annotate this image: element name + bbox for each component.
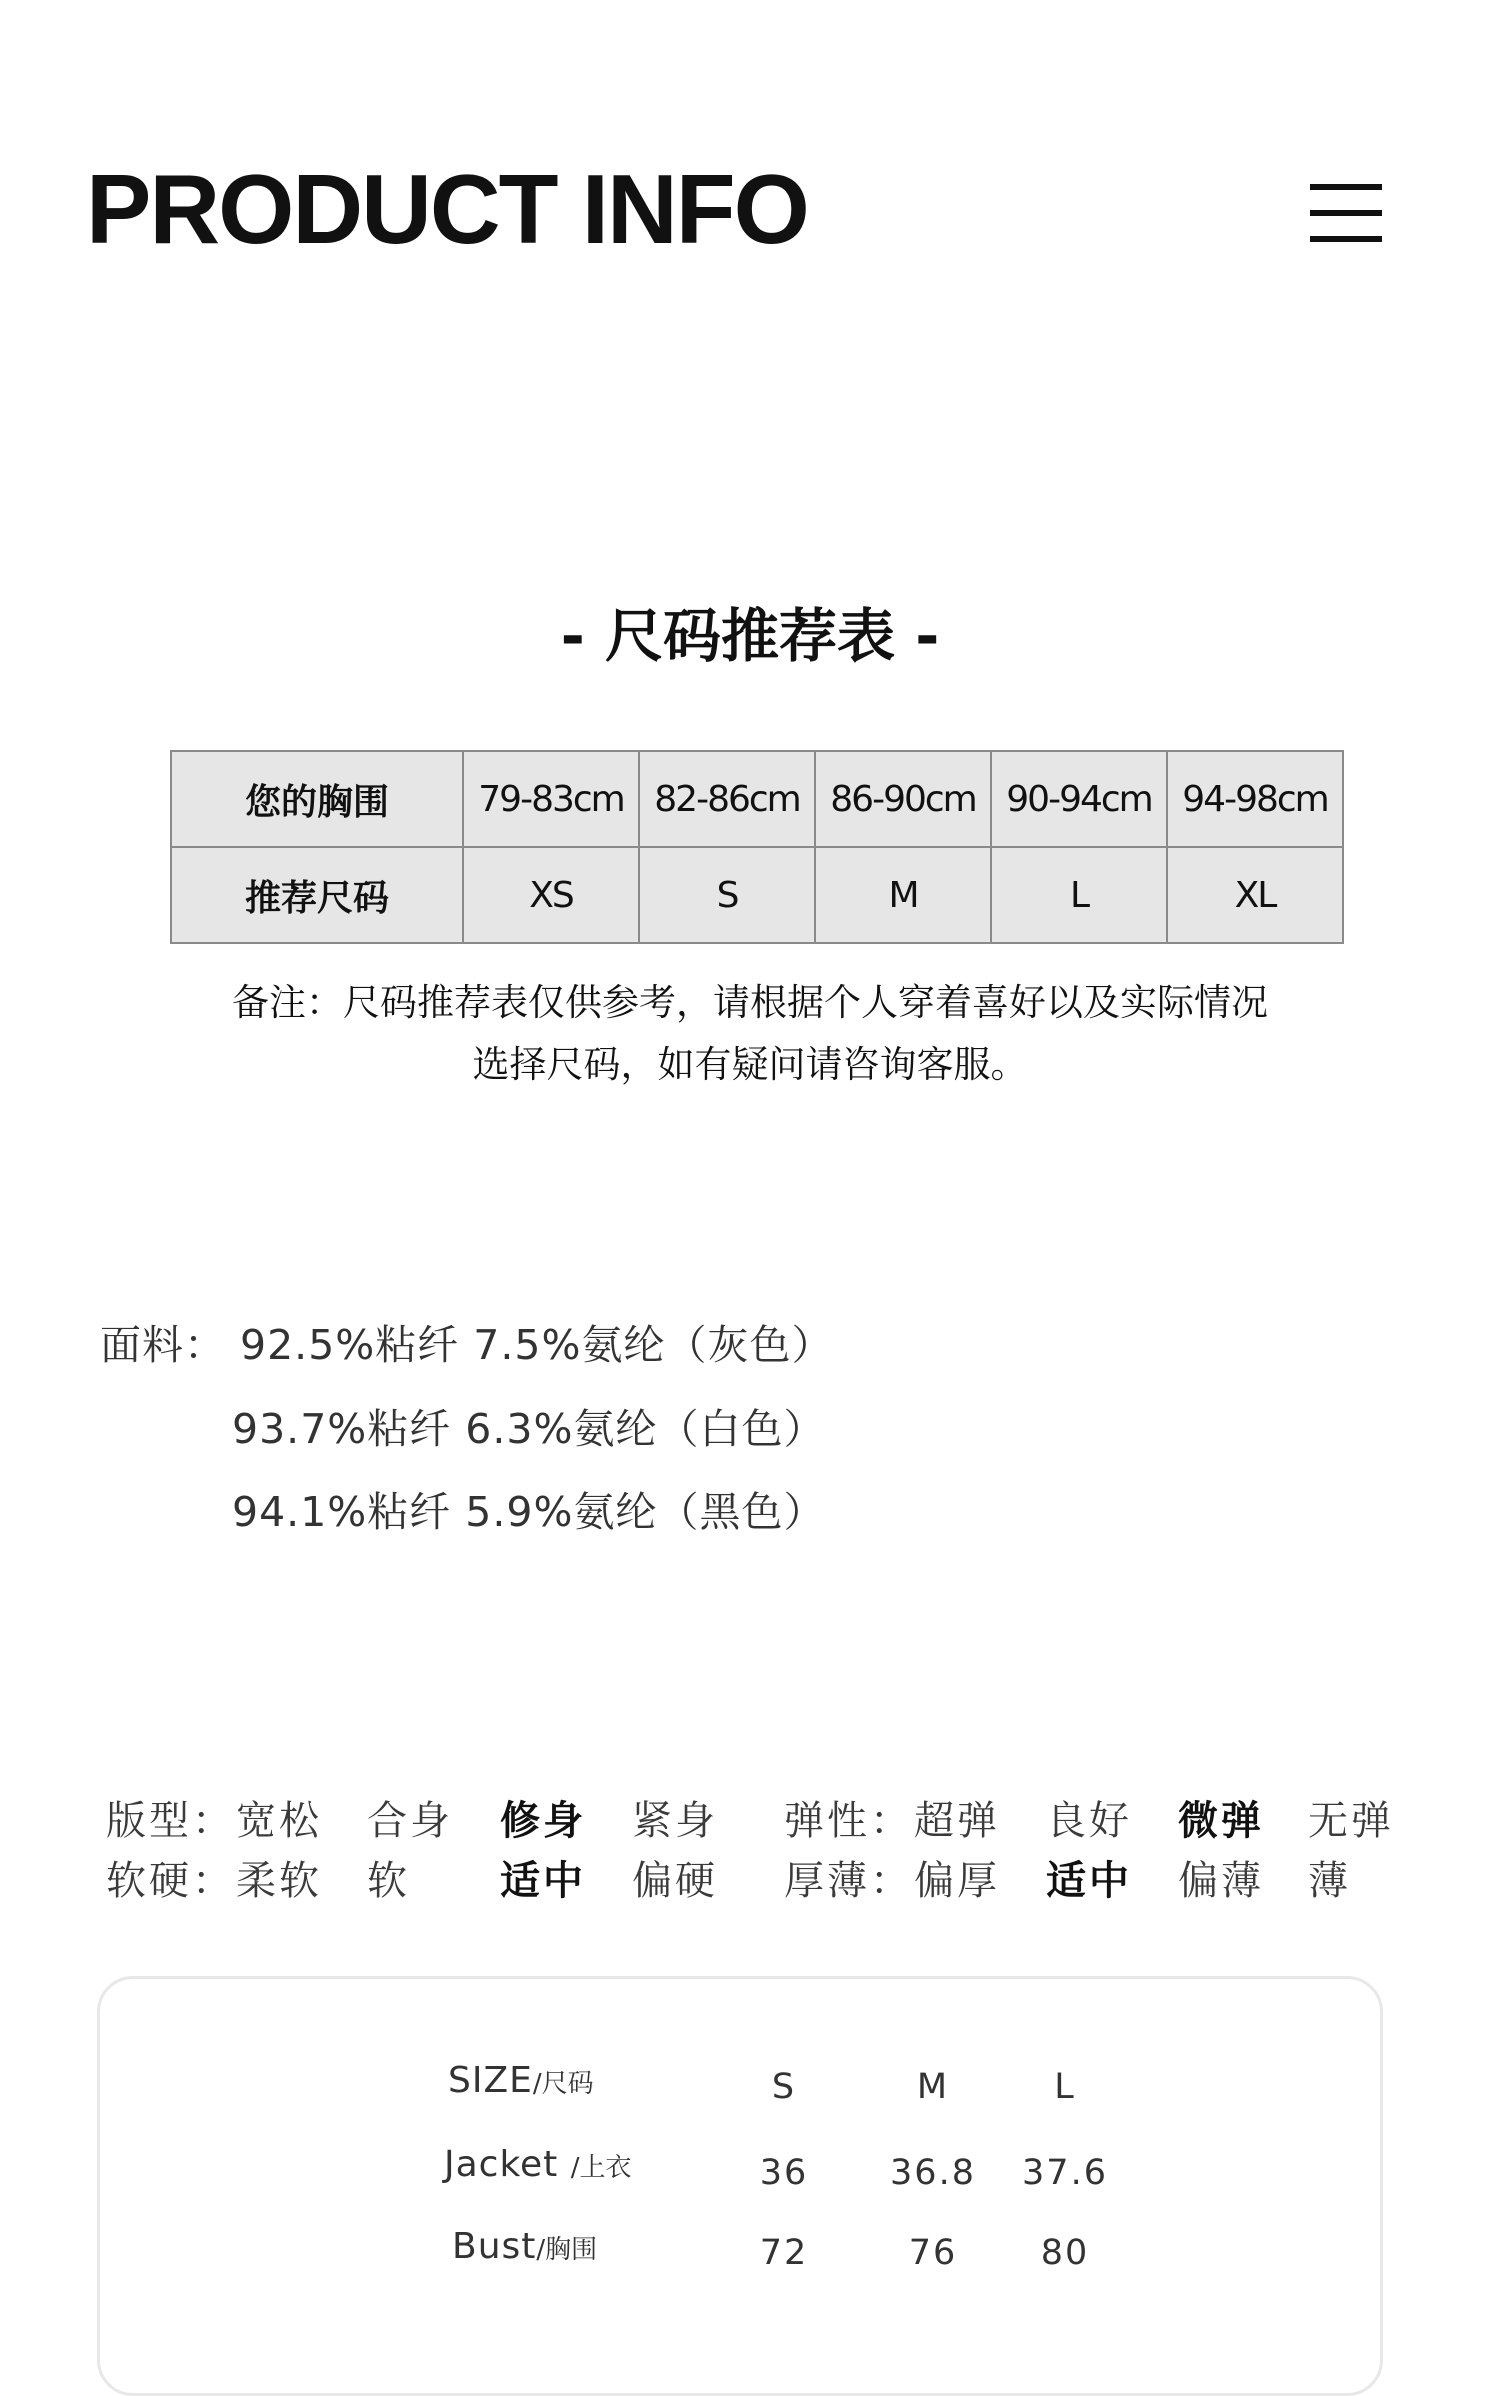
table-cell: L	[991, 847, 1167, 943]
measure-value: 72	[759, 2233, 809, 2273]
fit-option: 修身	[500, 1798, 586, 1844]
measure-value: 36.8	[890, 2153, 976, 2193]
size-label-en: SIZE	[448, 2060, 533, 2101]
softness-option: 适中	[500, 1858, 586, 1904]
thickness-option: 偏薄	[1178, 1858, 1264, 1904]
measure-row-label	[452, 2224, 597, 2273]
size-header-label	[448, 2058, 594, 2107]
table-cell: 82-86cm	[639, 751, 815, 847]
table-cell: S	[639, 847, 815, 943]
softness-option: 柔软	[236, 1858, 322, 1904]
softness-option: 偏硬	[632, 1858, 718, 1904]
table-cell: 86-90cm	[815, 751, 991, 847]
table-row	[171, 847, 1343, 943]
table-cell: 94-98cm	[1167, 751, 1343, 847]
thickness-option: 偏厚	[914, 1858, 1000, 1904]
measure-value: 76	[908, 2233, 958, 2273]
elasticity-option: 超弹	[914, 1798, 1000, 1844]
measure-row-label	[444, 2142, 632, 2191]
fabric-composition-white: 93.7%粘纤 6.3%氨纶（白色）	[232, 1405, 826, 1453]
jacket-label-en: Jacket	[444, 2144, 559, 2185]
jacket-label-cn: /上衣	[570, 2153, 632, 2183]
bust-label-cn: /胸围	[536, 2235, 598, 2265]
table-cell: XL	[1167, 847, 1343, 943]
table-cell: 90-94cm	[991, 751, 1167, 847]
size-label-cn: /尺码	[532, 2069, 594, 2099]
table-row	[171, 751, 1343, 847]
size-chart-note	[180, 972, 1320, 1096]
thickness-option: 适中	[1046, 1858, 1132, 1904]
table-cell: XS	[463, 847, 639, 943]
measure-value: 36	[759, 2153, 809, 2193]
page-title: PRODUCT INFO	[86, 154, 808, 264]
size-note-line: 选择尺码，如有疑问请咨询客服。	[472, 1043, 1028, 1086]
bust-label-en: Bust	[452, 2226, 537, 2267]
fit-option: 宽松	[236, 1798, 322, 1844]
elasticity-option: 良好	[1046, 1798, 1132, 1844]
measure-value: 80	[1040, 2233, 1090, 2273]
size-column-m: M	[916, 2067, 950, 2107]
size-note-line: 备注：尺码推荐表仅供参考，请根据个人穿着喜好以及实际情况	[232, 981, 1268, 1024]
thickness-label: 厚薄：	[784, 1858, 913, 1904]
table-cell: 79-83cm	[463, 751, 639, 847]
size-column-s: S	[771, 2067, 797, 2107]
hamburger-menu-icon[interactable]	[1310, 184, 1382, 242]
fabric-composition-black: 94.1%粘纤 5.9%氨纶（黑色）	[232, 1488, 826, 1536]
fit-label: 版型：	[106, 1798, 235, 1844]
fit-option: 合身	[367, 1798, 453, 1844]
fit-option: 紧身	[632, 1798, 718, 1844]
measure-value: 37.6	[1022, 2153, 1108, 2193]
elasticity-option: 无弹	[1308, 1798, 1394, 1844]
elasticity-option: 微弹	[1178, 1798, 1264, 1844]
size-column-l: L	[1054, 2067, 1076, 2107]
size-chart-heading: - 尺码推荐表 -	[560, 602, 940, 670]
size-recommendation-table	[170, 750, 1344, 944]
elasticity-label: 弹性：	[784, 1798, 913, 1844]
table-cell: M	[815, 847, 991, 943]
fabric-composition-gray: 92.5%粘纤 7.5%氨纶（灰色）	[240, 1321, 834, 1369]
row-header-recommended-size: 推荐尺码	[171, 847, 463, 943]
thickness-option: 薄	[1308, 1858, 1351, 1904]
fabric-label: 面料：	[100, 1321, 226, 1369]
softness-label: 软硬：	[106, 1858, 235, 1904]
softness-option: 软	[367, 1858, 410, 1904]
row-header-bust: 您的胸围	[171, 751, 463, 847]
